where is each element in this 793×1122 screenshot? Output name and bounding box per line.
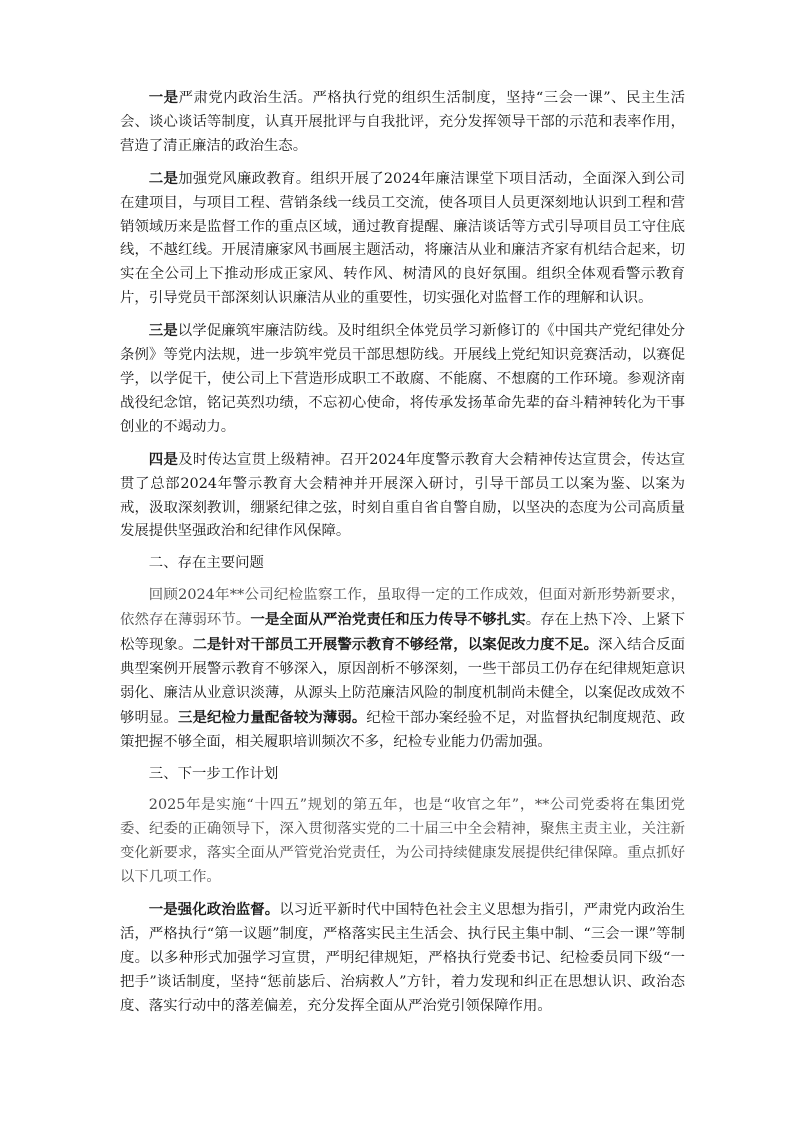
paragraph-1 [120, 86, 685, 159]
paragraph-1-text: 严肃党内政治生活。严格执行党的组织生活制度，坚持“三会一课”、民主生活会、谈心谈话等制度，认真开展批评与自我批评，充分发挥领导干部的示范和表率作用，营造了清正廉洁的政治生态。 [120, 90, 685, 154]
paragraph-7 [120, 898, 685, 1019]
section-heading-2: 二、存在主要问题 [148, 555, 264, 572]
paragraph-3-text: 以学促廉筑牢廉洁防线。及时组织全体党员学习新修订的《中国共产党纪律处分条例》等党内法规，进一步筑牢党员干部思想防线。开展线上党纪知识竞赛活动，以赛促学，以学促干，使公司上下营造形成职工不敢腐、不能腐、不想腐的工作环境。参观济南战役纪念馆，铭记英烈功绩，不忘初心使命，将传承发扬革命先辈的奋斗精神转化为干事创业的不竭动力。 [120, 323, 685, 435]
section-heading-3: 三、下一步工作计划 [148, 765, 279, 782]
lead-1: 一是 [148, 89, 179, 106]
paragraph-5 [120, 584, 685, 754]
problem-1-title: 一是全面从严治党责任和压力传导不够扎实 [250, 611, 526, 629]
lead-3: 三是 [148, 322, 178, 340]
document-page [120, 86, 685, 1019]
paragraph-2 [120, 167, 685, 311]
problem-1-text: 。存在上热下冷、上紧下松等现象。 [120, 612, 685, 654]
plan-1-text: 以习近平新时代中国特色社会主义思想为指引，严肃党内政治生活，严格执行“第一议题”制度，严格落实民主生活会、执行民主集中制、“三会一课”等制度。以多种形式加强学习宣贯，严明纪律规矩，严格执行党委书记、纪检委员同下级“一把手”谈话制度，坚持“惩前毖后、治病救人”方针，着力发现和纠正在思想认识、政治态度、落实行动中的落差偏差，充分发挥全面从严治党引领保障作用。 [120, 902, 685, 1014]
problem-3-title: 三是纪检力量配备较为薄弱。 [177, 708, 367, 726]
problem-2-text: 深入结合反面典型案例开展警示教育不够深入，原因剖析不够深刻，一些干部员工仍存在纪律规矩意识弱化、廉洁从业意识淡薄，从源头上防范廉洁风险的制度机制尚未健全，以案促改成效不够明显。 [120, 637, 685, 726]
plan-1-title: 一是强化政治监督。 [148, 901, 280, 919]
paragraph-6: 2025年是实施“十四五”规划的第五年，也是“收官之年”，**公司党委将在集团党委、纪委的正确领导下，深入贯彻落实党的二十届三中全会精神，聚焦主责主业，关注新变化新要求，落实全面从严管党治党责任，为公司持续健康发展提供纪律保障。重点抓好以下几项工作。 [120, 797, 685, 886]
problem-2-title: 二是针对干部员工开展警示教育不够经常，以案促改力度不足。 [192, 636, 599, 654]
paragraph-3 [120, 319, 685, 440]
paragraph-5-intro: 回顾2024年**公司纪检监察工作，虽取得一定的工作成效，但面对新形势新要求，依然存在薄弱环节。 [120, 587, 685, 629]
lead-4: 四是 [148, 450, 179, 468]
paragraph-2-text: 加强党风廉政教育。组织开展了2024年廉洁课堂下项目活动，全面深入到公司在建项目，与项目工程、营销条线一线员工交流，使各项目人员更深刻地认识到工程和营销领域历来是监督工作的重点区域，通过教育提醒、廉洁谈话等方式引导项目员工守住底线，不越红线。开展清廉家风书画展主题活动，将廉洁从业和廉洁齐家有机结合起来，切实在全公司上下推动形成正家风、转作风、树清风的良好氛围。组织全体观看警示教育片，引导党员干部深刻认识廉洁从业的重要性，切实强化对监督工作的理解和认识。 [120, 170, 685, 307]
problem-3-text: 纪检干部办案经验不足，对监督执纪制度规范、政策把握不够全面，相关履职培训频次不多，纪检专业能力仍需加强。 [120, 709, 685, 750]
paragraph-4 [120, 448, 685, 545]
lead-2: 二是 [148, 169, 179, 187]
paragraph-4-text: 及时传达宣贯上级精神。召开2024年度警示教育大会精神传达宣贯会，传达宣贯了总部2024年警示教育大会精神并开展深入研讨，引导干部员工以案为鉴、以案为戒，汲取深刻教训，绷紧纪律之弦，时刻自重自省自警自励，以坚决的态度为公司高质量发展提供坚强政治和纪律作风保障。 [120, 451, 685, 540]
